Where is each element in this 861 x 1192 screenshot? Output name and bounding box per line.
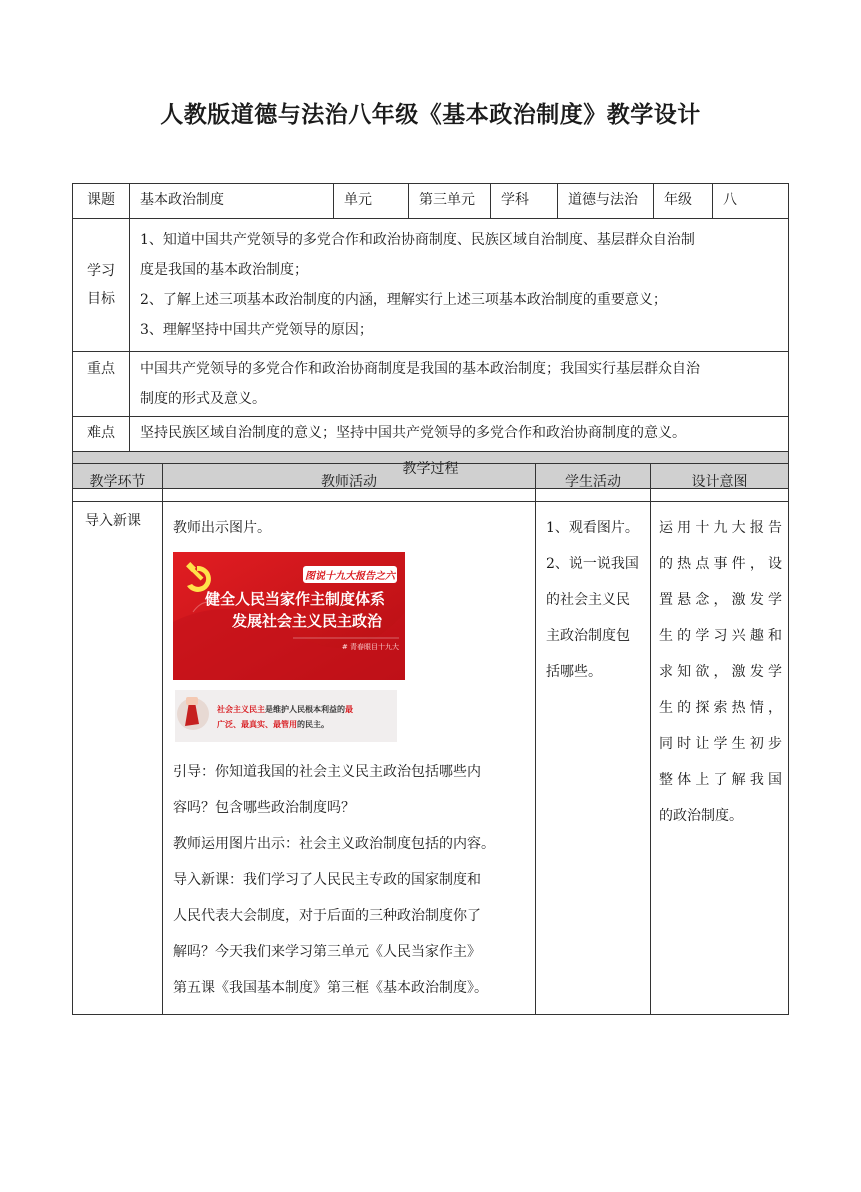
subject-label: 学科	[491, 184, 558, 219]
teacher-line: 容吗？包含哪些政治制度吗？	[173, 800, 355, 816]
col-design-header: 设计意图	[651, 464, 789, 502]
teacher-line: 人民代表大会制度，对于后面的三种政治制度你了	[173, 908, 481, 924]
design-line: 置悬念，激发学	[659, 592, 782, 608]
subject-value: 道德与法治	[558, 184, 654, 219]
col-student-header: 学生活动	[536, 464, 651, 502]
stage-cell: 导入新课	[73, 502, 163, 1015]
lesson-info-table	[72, 183, 789, 489]
svg-text:社会主义民主是维护人民根本利益的最	[216, 704, 353, 714]
banner-quote-part2: 是维护人民根本利益的	[265, 705, 345, 714]
svg-text:广泛、最真实、最管用的民主。	[217, 719, 329, 729]
objectives-content	[130, 219, 789, 352]
process-header: 教学过程	[73, 452, 789, 489]
unit-value: 第三单元	[409, 184, 491, 219]
teacher-activity-cell	[163, 502, 536, 1015]
objectives-label	[73, 219, 130, 352]
unit-label: 单元	[334, 184, 409, 219]
student-line: 1、观看图片。	[546, 520, 639, 536]
student-line: 括哪些。	[546, 664, 602, 680]
topic-value: 基本政治制度	[130, 184, 334, 219]
banner-hashtag: # 青春眼目十九大	[341, 643, 399, 651]
document-title: 人教版道德与法治八年级《基本政治制度》教学设计	[160, 102, 701, 128]
teacher-line: 导入新课：我们学习了人民民主专政的国家制度和	[173, 872, 481, 888]
banner-graphic	[173, 552, 405, 744]
banner-headline-2: 发展社会主义民主政治	[231, 612, 383, 630]
objectives-label-line2: 目标	[87, 291, 115, 307]
student-line: 的社会主义民	[546, 592, 630, 608]
difficult-points-label: 难点	[73, 417, 130, 452]
student-activity-cell	[536, 502, 651, 1015]
objective-line: 1、知道中国共产党领导的多党合作和政治协商制度、民族区域自治制度、基层群众自治制	[140, 232, 695, 248]
col-stage-header: 教学环节	[73, 464, 163, 502]
objective-line: 3、理解坚持中国共产党领导的原因；	[140, 322, 373, 338]
banner-quote-part5: 的民主。	[297, 720, 329, 729]
design-line: 的政治制度。	[659, 808, 743, 824]
grade-value: 八	[713, 184, 789, 219]
teacher-line: 教师运用图片出示：社会主义政治制度包括的内容。	[173, 836, 495, 852]
banner-quote-part4: 广泛、最真实、最管用	[217, 720, 297, 729]
objective-line: 2、了解上述三项基本政治制度的内涵，理解实行上述三项基本政治制度的重要意义；	[140, 292, 667, 308]
teacher-line: 解吗？今天我们来学习第三单元《人民当家作主》	[173, 944, 481, 960]
student-line: 2、说一说我国	[546, 556, 639, 572]
objectives-label-line1: 学习	[87, 263, 115, 279]
banner-headline-1: 健全人民当家作主制度体系	[204, 590, 386, 608]
student-line: 主政治制度包	[546, 628, 630, 644]
teacher-line: 引导：你知道我国的社会主义民主政治包括哪些内	[173, 764, 481, 780]
design-line: 整体上了解我国	[659, 772, 782, 788]
teacher-line: 第五课《我国基本制度》第三框《基本政治制度》。	[173, 980, 488, 996]
key-point-line: 制度的形式及意义。	[140, 391, 266, 407]
banner-quote-part3: 最	[345, 705, 353, 714]
col-teacher-header: 教师活动	[163, 464, 536, 502]
design-line: 生的探索热情，	[659, 700, 782, 716]
banner-quote-part1: 社会主义民主	[217, 705, 265, 714]
objective-line: 度是我国的基本政治制度；	[140, 262, 308, 278]
banner-tag: 图说十九大报告之六	[305, 571, 395, 582]
grade-label: 年级	[654, 184, 713, 219]
cpc-banner-image	[173, 552, 405, 744]
key-point-line: 中国共产党领导的多党合作和政治协商制度是我国的基本政治制度；我国实行基层群众自治	[140, 361, 700, 377]
teacher-intro: 教师出示图片。	[173, 520, 271, 536]
design-line: 求知欲，激发学	[659, 664, 782, 680]
design-line: 同时让学生初步	[659, 736, 782, 752]
design-line: 生的学习兴趣和	[659, 628, 782, 644]
teaching-process-table	[72, 463, 789, 1015]
design-line: 运用十九大报告	[659, 520, 782, 536]
design-line: 的热点事件，设	[659, 556, 782, 572]
design-intent-cell	[651, 502, 789, 1015]
key-points-content	[130, 352, 789, 417]
key-points-label: 重点	[73, 352, 130, 417]
topic-label: 课题	[73, 184, 130, 219]
difficult-points-content: 坚持民族区域自治制度的意义；坚持中国共产党领导的多党合作和政治协商制度的意义。	[130, 417, 789, 452]
